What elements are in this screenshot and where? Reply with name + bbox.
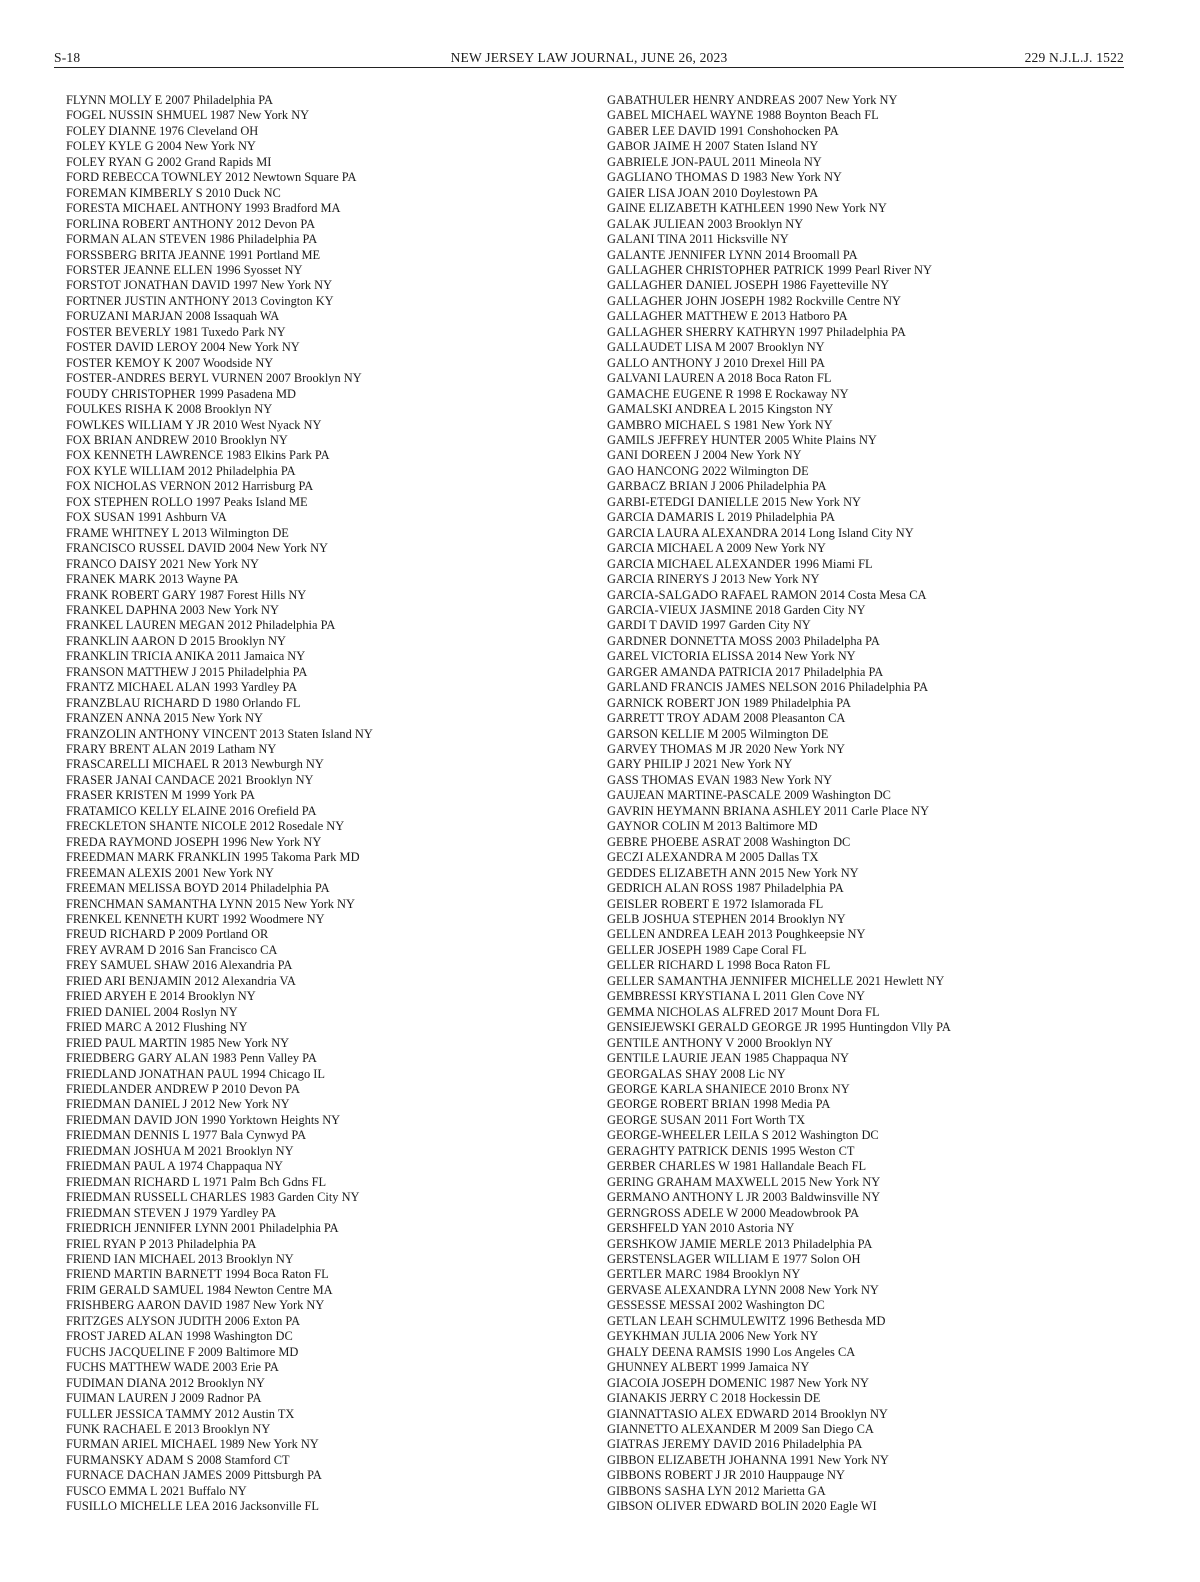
attorney-entry: FRANKLIN TRICIA ANIKA 2011 Jamaica NY: [66, 649, 306, 664]
page-number: S-18: [54, 50, 81, 65]
attorney-entry: GARCIA LAURA ALEXANDRA 2014 Long Island City NY: [607, 525, 914, 540]
attorney-entry: GIACOIA JOSEPH DOMENIC 1987 New York NY: [607, 1375, 869, 1390]
attorney-entry: GAVRIN HEYMANN BRIANA ASHLEY 2011 Carle Place NY: [607, 803, 930, 818]
attorney-entry: FOULKES RISHA K 2008 Brooklyn NY: [66, 402, 273, 417]
attorney-entry: GAMILS JEFFREY HUNTER 2005 White Plains NY: [607, 432, 877, 447]
attorney-entry: FREY AVRAM D 2016 San Francisco CA: [66, 942, 278, 957]
attorney-entry: GERSHFELD YAN 2010 Astoria NY: [607, 1221, 795, 1236]
attorney-entry: FRITZGES ALYSON JUDITH 2006 Exton PA: [66, 1313, 301, 1328]
attorney-entry: GABER LEE DAVID 1991 Conshohocken PA: [607, 123, 839, 138]
attorney-entry: FRATAMICO KELLY ELAINE 2016 Orefield PA: [66, 803, 317, 818]
attorney-entry: FOX BRIAN ANDREW 2010 Brooklyn NY: [66, 432, 288, 447]
attorney-entry: GAMACHE EUGENE R 1998 E Rockaway NY: [607, 386, 849, 401]
attorney-entry: GENSIEJEWSKI GERALD GEORGE JR 1995 Huntingdon Vlly PA: [607, 1020, 951, 1035]
attorney-entry: GABOR JAIME H 2007 Staten Island NY: [607, 139, 819, 154]
attorney-entry: FRIEDRICH JENNIFER LYNN 2001 Philadelphia PA: [66, 1221, 339, 1236]
publication-title: NEW JERSEY LAW JOURNAL, JUNE 26, 2023: [450, 50, 728, 65]
attorney-entry: FRANKEL DAPHNA 2003 New York NY: [66, 602, 279, 617]
attorney-entry: GAINE ELIZABETH KATHLEEN 1990 New York NY: [607, 201, 887, 216]
attorney-entry: FOX KYLE WILLIAM 2012 Philadelphia PA: [66, 463, 296, 478]
attorney-entry: GARCIA MICHAEL A 2009 New York NY: [607, 541, 826, 556]
attorney-entry: FOSTER KEMOY K 2007 Woodside NY: [66, 355, 274, 370]
attorney-entry: FOX KENNETH LAWRENCE 1983 Elkins Park PA: [66, 448, 330, 463]
attorney-entry: FREDA RAYMOND JOSEPH 1996 New York NY: [66, 834, 322, 849]
attorney-entry: FRARY BRENT ALAN 2019 Latham NY: [66, 742, 277, 757]
attorney-entry: FUSILLO MICHELLE LEA 2016 Jacksonville FL: [66, 1499, 319, 1514]
attorney-entry: FORLINA ROBERT ANTHONY 2012 Devon PA: [66, 216, 316, 231]
attorney-entry: GANI DOREEN J 2004 New York NY: [607, 448, 802, 463]
attorney-entry: GETLAN LEAH SCHMULEWITZ 1996 Bethesda MD: [607, 1313, 886, 1328]
attorney-entry: GABATHULER HENRY ANDREAS 2007 New York NY: [607, 93, 898, 107]
attorney-entry: FUSCO EMMA L 2021 Buffalo NY: [66, 1483, 247, 1498]
attorney-entry: GELB JOSHUA STEPHEN 2014 Brooklyn NY: [607, 912, 846, 927]
attorney-entry: GALLAGHER JOHN JOSEPH 1982 Rockville Centre NY: [607, 293, 901, 308]
attorney-entry: FRENCHMAN SAMANTHA LYNN 2015 New York NY: [66, 896, 355, 911]
attorney-entry: GEORGE-WHEELER LEILA S 2012 Washington DC: [607, 1128, 879, 1143]
attorney-entry: GEORGE KARLA SHANIECE 2010 Bronx NY: [607, 1082, 850, 1096]
attorney-entry: FRANK ROBERT GARY 1987 Forest Hills NY: [66, 587, 307, 602]
attorney-entry: GABRIELE JON-PAUL 2011 Mineola NY: [607, 154, 822, 169]
attorney-entry: GEMBRESSI KRYSTIANA L 2011 Glen Cove NY: [607, 989, 865, 1004]
attorney-entry: FUIMAN LAUREN J 2009 Radnor PA: [66, 1391, 262, 1406]
attorney-entry: FRIEDMAN PAUL A 1974 Chappaqua NY: [66, 1159, 283, 1174]
attorney-entry: GEMMA NICHOLAS ALFRED 2017 Mount Dora FL: [607, 1004, 880, 1019]
attorney-entry: GARY PHILIP J 2021 New York NY: [607, 757, 793, 772]
attorney-entry: GEISLER ROBERT E 1972 Islamorada FL: [607, 896, 824, 911]
attorney-entry: FRANZEN ANNA 2015 New York NY: [66, 711, 263, 726]
attorney-entry: GERNGROSS ADELE W 2000 Meadowbrook PA: [607, 1205, 860, 1220]
attorney-entry: FRIEDMAN RUSSELL CHARLES 1983 Garden City NY: [66, 1190, 360, 1205]
attorney-entry: FURMAN ARIEL MICHAEL 1989 New York NY: [66, 1437, 319, 1452]
attorney-entry: FOLEY KYLE G 2004 New York NY: [66, 139, 256, 154]
attorney-entry: GERAGHTY PATRICK DENIS 1995 Weston CT: [607, 1143, 855, 1158]
attorney-entry: GALLAGHER MATTHEW E 2013 Hatboro PA: [607, 309, 848, 324]
attorney-entry: GERSHKOW JAMIE MERLE 2013 Philadelphia PA: [607, 1236, 873, 1251]
attorney-entry: GALANTE JENNIFER LYNN 2014 Broomall PA: [607, 247, 858, 262]
attorney-entry: FRIEDBERG GARY ALAN 1983 Penn Valley PA: [66, 1051, 317, 1066]
attorney-entry: FOWLKES WILLIAM Y JR 2010 West Nyack NY: [66, 417, 322, 432]
attorney-entry: GAO HANCONG 2022 Wilmington DE: [607, 463, 809, 478]
attorney-entry: GERTLER MARC 1984 Brooklyn NY: [607, 1267, 801, 1282]
attorney-entry: GARNICK ROBERT JON 1989 Philadelphia PA: [607, 695, 851, 710]
attorney-entry: GALLO ANTHONY J 2010 Drexel Hill PA: [607, 355, 825, 370]
attorney-entry: GEORGE SUSAN 2011 Fort Worth TX: [607, 1112, 806, 1127]
attorney-entry: GALANI TINA 2011 Hicksville NY: [607, 232, 789, 247]
attorney-entry: FULLER JESSICA TAMMY 2012 Austin TX: [66, 1406, 295, 1421]
attorney-entry: GARRETT TROY ADAM 2008 Pleasanton CA: [607, 711, 846, 726]
attorney-entry: GALLAGHER DANIEL JOSEPH 1986 Fayetteville NY: [607, 278, 890, 293]
attorney-entry: FOUDY CHRISTOPHER 1999 Pasadena MD: [66, 386, 296, 401]
attorney-entry: FRIEDLANDER ANDREW P 2010 Devon PA: [66, 1082, 300, 1096]
attorney-entry: GALLAGHER SHERRY KATHRYN 1997 Philadelphia PA: [607, 324, 906, 339]
attorney-entry: FRISHBERG AARON DAVID 1987 New York NY: [66, 1298, 325, 1313]
attorney-entry: FOX STEPHEN ROLLO 1997 Peaks Island ME: [66, 494, 308, 509]
attorney-entry: FRANKLIN AARON D 2015 Brooklyn NY: [66, 633, 286, 648]
attorney-entry: GEYKHMAN JULIA 2006 New York NY: [607, 1329, 819, 1344]
attorney-entry: GIATRAS JEREMY DAVID 2016 Philadelphia PA: [607, 1437, 863, 1452]
attorney-entry: GENTILE LAURIE JEAN 1985 Chappaqua NY: [607, 1051, 849, 1066]
attorney-entry: FRECKLETON SHANTE NICOLE 2012 Rosedale NY: [66, 819, 345, 834]
attorney-entry: FORSSBERG BRITA JEANNE 1991 Portland ME: [66, 247, 321, 262]
attorney-entry: FRIEDMAN DENNIS L 1977 Bala Cynwyd PA: [66, 1128, 307, 1143]
attorney-entry: FRANTZ MICHAEL ALAN 1993 Yardley PA: [66, 680, 298, 695]
attorney-entry: FRIEDLAND JONATHAN PAUL 1994 Chicago IL: [66, 1066, 325, 1081]
attorney-entry: FORESTA MICHAEL ANTHONY 1993 Bradford MA: [66, 201, 341, 216]
attorney-entry: GERMANO ANTHONY L JR 2003 Baldwinsville NY: [607, 1190, 881, 1205]
attorney-entry: GARDI T DAVID 1997 Garden City NY: [607, 618, 811, 633]
attorney-entry: FOX NICHOLAS VERNON 2012 Harrisburg PA: [66, 479, 314, 494]
attorney-entry: FORUZANI MARJAN 2008 Issaquah WA: [66, 309, 280, 324]
attorney-entry: GARBI-ETEDGI DANIELLE 2015 New York NY: [607, 494, 861, 509]
attorney-entry: FRIEND IAN MICHAEL 2013 Brooklyn NY: [66, 1251, 294, 1266]
attorney-entry: FROST JARED ALAN 1998 Washington DC: [66, 1329, 293, 1344]
attorney-entry: GHALY DEENA RAMSIS 1990 Los Angeles CA: [607, 1344, 856, 1359]
attorney-entry: GAIER LISA JOAN 2010 Doylestown PA: [607, 185, 819, 200]
attorney-entry: GASS THOMAS EVAN 1983 New York NY: [607, 772, 833, 787]
right-column: [607, 93, 951, 1515]
attorney-entry: FRENKEL KENNETH KURT 1992 Woodmere NY: [66, 912, 325, 927]
attorney-entry: GENTILE ANTHONY V 2000 Brooklyn NY: [607, 1035, 833, 1050]
attorney-entry: GARCIA-SALGADO RAFAEL RAMON 2014 Costa Mesa CA: [607, 587, 927, 602]
attorney-entry: FORSTOT JONATHAN DAVID 1997 New York NY: [66, 278, 333, 293]
attorney-entry: FRIM GERALD SAMUEL 1984 Newton Centre MA: [66, 1282, 333, 1297]
attorney-entry: FRIED PAUL MARTIN 1985 New York NY: [66, 1035, 290, 1050]
attorney-entry: GELLER SAMANTHA JENNIFER MICHELLE 2021 Hewlett NY: [607, 973, 945, 988]
attorney-entry: FRIEL RYAN P 2013 Philadelphia PA: [66, 1236, 257, 1251]
attorney-entry: FRANCO DAISY 2021 New York NY: [66, 556, 259, 571]
attorney-entry: FRASER KRISTEN M 1999 York PA: [66, 788, 255, 803]
attorney-entry: FREEMAN MELISSA BOYD 2014 Philadelphia PA: [66, 881, 330, 896]
attorney-entry: GARLAND FRANCIS JAMES NELSON 2016 Philadelphia PA: [607, 680, 929, 695]
attorney-entry: GEBRE PHOEBE ASRAT 2008 Washington DC: [607, 834, 851, 849]
attorney-entry: GARCIA RINERYS J 2013 New York NY: [607, 572, 820, 587]
attorney-entry: FRIEDMAN RICHARD L 1971 Palm Bch Gdns FL: [66, 1174, 327, 1189]
header-rule: [54, 67, 1124, 68]
attorney-entry: GARVEY THOMAS M JR 2020 New York NY: [607, 742, 845, 757]
attorney-entry: FOREMAN KIMBERLY S 2010 Duck NC: [66, 185, 281, 200]
attorney-entry: GERVASE ALEXANDRA LYNN 2008 New York NY: [607, 1282, 879, 1297]
attorney-entry: GERBER CHARLES W 1981 Hallandale Beach FL: [607, 1159, 867, 1174]
attorney-entry: GARGER AMANDA PATRICIA 2017 Philadelphia PA: [607, 664, 884, 679]
attorney-entry: GEORGALAS SHAY 2008 Lic NY: [607, 1066, 786, 1081]
attorney-entry: FORSTER JEANNE ELLEN 1996 Syosset NY: [66, 262, 303, 277]
attorney-entry: GARSON KELLIE M 2005 Wilmington DE: [607, 726, 829, 741]
attorney-entry: FOSTER-ANDRES BERYL VURNEN 2007 Brooklyn NY: [66, 371, 362, 386]
left-column: [66, 93, 373, 1515]
attorney-entry: FRIEDMAN DANIEL J 2012 New York NY: [66, 1097, 290, 1112]
attorney-entry: FRASCARELLI MICHAEL R 2013 Newburgh NY: [66, 757, 324, 772]
attorney-entry: FUDIMAN DIANA 2012 Brooklyn NY: [66, 1375, 265, 1390]
attorney-entry: GIANNETTO ALEXANDER M 2009 San Diego CA: [607, 1421, 874, 1436]
attorney-entry: FREY SAMUEL SHAW 2016 Alexandria PA: [66, 958, 293, 973]
attorney-entry: GEORGE ROBERT BRIAN 1998 Media PA: [607, 1097, 831, 1112]
attorney-entry: FOSTER DAVID LEROY 2004 New York NY: [66, 340, 300, 355]
attorney-entry: GARCIA-VIEUX JASMINE 2018 Garden City NY: [607, 602, 866, 617]
attorney-entry: GABEL MICHAEL WAYNE 1988 Boynton Beach FL: [607, 108, 879, 123]
attorney-entry: FURNACE DACHAN JAMES 2009 Pittsburgh PA: [66, 1468, 322, 1483]
attorney-entry: GEDRICH ALAN ROSS 1987 Philadelphia PA: [607, 881, 844, 896]
attorney-entry: GAREL VICTORIA ELISSA 2014 New York NY: [607, 649, 856, 664]
attorney-entry: GIBBONS ROBERT J JR 2010 Hauppauge NY: [607, 1468, 845, 1483]
attorney-entry: FRIED MARC A 2012 Flushing NY: [66, 1020, 248, 1035]
attorney-entry: FORD REBECCA TOWNLEY 2012 Newtown Square PA: [66, 170, 357, 185]
attorney-entry: FORTNER JUSTIN ANTHONY 2013 Covington KY: [66, 293, 334, 308]
attorney-entry: FRIEDMAN JOSHUA M 2021 Brooklyn NY: [66, 1143, 294, 1158]
attorney-entry: FREUD RICHARD P 2009 Portland OR: [66, 927, 269, 942]
attorney-entry: FOLEY DIANNE 1976 Cleveland OH: [66, 123, 259, 138]
attorney-entry: GEDDES ELIZABETH ANN 2015 New York NY: [607, 865, 859, 880]
attorney-entry: FRAME WHITNEY L 2013 Wilmington DE: [66, 525, 289, 540]
attorney-entry: GELLER JOSEPH 1989 Cape Coral FL: [607, 942, 807, 957]
attorney-entry: FRIED ARI BENJAMIN 2012 Alexandria VA: [66, 973, 296, 988]
attorney-entry: FRANZBLAU RICHARD D 1980 Orlando FL: [66, 695, 301, 710]
attorney-entry: FRANSON MATTHEW J 2015 Philadelphia PA: [66, 664, 308, 679]
page-header: [54, 50, 1124, 68]
attorney-entry: FURMANSKY ADAM S 2008 Stamford CT: [66, 1452, 290, 1467]
attorney-entry: FOX SUSAN 1991 Ashburn VA: [66, 510, 227, 525]
attorney-entry: GIANAKIS JERRY C 2018 Hockessin DE: [607, 1391, 821, 1406]
attorney-entry: GESSESSE MESSAI 2002 Washington DC: [607, 1298, 825, 1313]
attorney-entry: FORMAN ALAN STEVEN 1986 Philadelphia PA: [66, 232, 318, 247]
attorney-entry: FOSTER BEVERLY 1981 Tuxedo Park NY: [66, 324, 286, 339]
attorney-entry: GAGLIANO THOMAS D 1983 New York NY: [607, 170, 842, 185]
attorney-entry: FREEMAN ALEXIS 2001 New York NY: [66, 865, 274, 880]
attorney-entry: GALLAUDET LISA M 2007 Brooklyn NY: [607, 340, 825, 355]
attorney-entry: GARCIA MICHAEL ALEXANDER 1996 Miami FL: [607, 556, 873, 571]
attorney-entry: GECZI ALEXANDRA M 2005 Dallas TX: [607, 850, 819, 865]
attorney-entry: GARBACZ BRIAN J 2006 Philadelphia PA: [607, 479, 827, 494]
attorney-entry: FRANZOLIN ANTHONY VINCENT 2013 Staten Island NY: [66, 726, 373, 741]
attorney-entry: GHUNNEY ALBERT 1999 Jamaica NY: [607, 1360, 810, 1375]
attorney-entry: GAYNOR COLIN M 2013 Baltimore MD: [607, 819, 818, 834]
attorney-entry: GARDNER DONNETTA MOSS 2003 Philadelpha PA: [607, 633, 880, 648]
attorney-entry: FRANEK MARK 2013 Wayne PA: [66, 572, 239, 587]
attorney-entry: FUNK RACHAEL E 2013 Brooklyn NY: [66, 1421, 271, 1436]
attorney-entry: FRIED DANIEL 2004 Roslyn NY: [66, 1004, 238, 1019]
attorney-entry: GELLER RICHARD L 1998 Boca Raton FL: [607, 958, 831, 973]
attorney-entry: FRIED ARYEH E 2014 Brooklyn NY: [66, 989, 256, 1004]
attorney-entry: GERING GRAHAM MAXWELL 2015 New York NY: [607, 1174, 881, 1189]
attorney-entry: GERSTENSLAGER WILLIAM E 1977 Solon OH: [607, 1251, 861, 1266]
citation: 229 N.J.L.J. 1522: [1024, 50, 1124, 65]
attorney-entry: FOLEY RYAN G 2002 Grand Rapids MI: [66, 154, 272, 169]
attorney-entry: FLYNN MOLLY E 2007 Philadelphia PA: [66, 93, 273, 107]
attorney-entry: GALAK JULIEAN 2003 Brooklyn NY: [607, 216, 804, 231]
attorney-entry: GIBSON OLIVER EDWARD BOLIN 2020 Eagle WI: [607, 1499, 877, 1514]
attorney-entry: GIBBONS SASHA LYN 2012 Marietta GA: [607, 1483, 826, 1498]
attorney-entry: FRIEDMAN STEVEN J 1979 Yardley PA: [66, 1205, 277, 1220]
attorney-entry: GARCIA DAMARIS L 2019 Philadelphia PA: [607, 510, 835, 525]
attorney-entry: FOGEL NUSSIN SHMUEL 1987 New York NY: [66, 108, 310, 123]
attorney-entry: GALVANI LAUREN A 2018 Boca Raton FL: [607, 371, 832, 386]
attorney-entry: GIBBON ELIZABETH JOHANNA 1991 New York NY: [607, 1452, 889, 1467]
attorney-entry: GALLAGHER CHRISTOPHER PATRICK 1999 Pearl River NY: [607, 262, 932, 277]
attorney-entry: FUCHS MATTHEW WADE 2003 Erie PA: [66, 1360, 279, 1375]
attorney-entry: FRASER JANAI CANDACE 2021 Brooklyn NY: [66, 772, 314, 787]
attorney-entry: FRANCISCO RUSSEL DAVID 2004 New York NY: [66, 541, 328, 556]
attorney-entry: FRANKEL LAUREN MEGAN 2012 Philadelphia PA: [66, 618, 336, 633]
attorney-entry: GELLEN ANDREA LEAH 2013 Poughkeepsie NY: [607, 927, 866, 942]
attorney-entry: FRIEND MARTIN BARNETT 1994 Boca Raton FL: [66, 1267, 329, 1282]
attorney-entry: FREEDMAN MARK FRANKLIN 1995 Takoma Park MD: [66, 850, 360, 865]
attorney-entry: FRIEDMAN DAVID JON 1990 Yorktown Heights NY: [66, 1112, 341, 1127]
attorney-entry: GIANNATTASIO ALEX EDWARD 2014 Brooklyn NY: [607, 1406, 888, 1421]
attorney-entry: GAMBRO MICHAEL S 1981 New York NY: [607, 417, 833, 432]
attorney-entry: FUCHS JACQUELINE F 2009 Baltimore MD: [66, 1344, 299, 1359]
attorney-entry: GAUJEAN MARTINE-PASCALE 2009 Washington DC: [607, 788, 891, 803]
attorney-entry: GAMALSKI ANDREA L 2015 Kingston NY: [607, 402, 834, 417]
